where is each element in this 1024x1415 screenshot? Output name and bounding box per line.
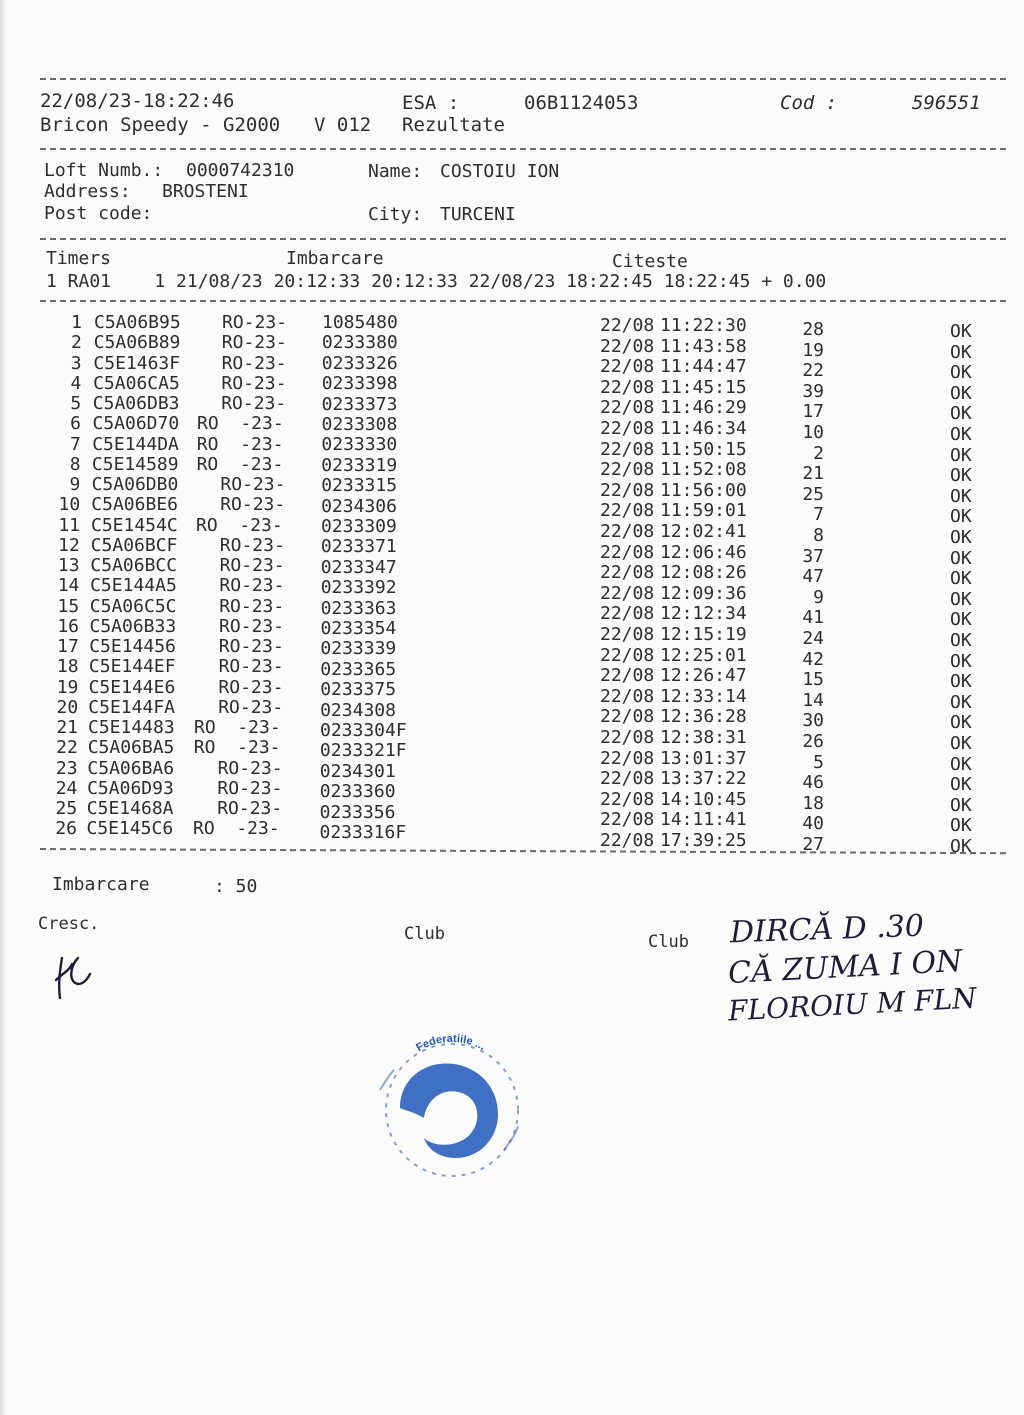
row-date: 22/08 [600, 624, 655, 645]
row-status: OK [950, 444, 972, 466]
row-status: OK [950, 712, 972, 734]
row-index: 9 [69, 474, 81, 495]
row-index: 12 [58, 534, 80, 556]
row-index: 14 [57, 575, 80, 597]
row-chip-id: C5E1463F [93, 352, 181, 374]
row-time: 11:50:15 [660, 438, 747, 460]
row-ring-number: 0233363 [320, 597, 397, 619]
row-ring-number: 1085480 [322, 312, 398, 333]
row-index: 20 [56, 696, 79, 718]
device-version: V 012 [314, 114, 372, 136]
row-status: OK [950, 321, 972, 342]
row-ring-number: 0233321F [319, 740, 407, 762]
paper-edge-shadow [0, 0, 6, 1415]
row-position: 17 [802, 401, 824, 423]
divider-timers [40, 300, 1006, 302]
row-chip-id: C5E14483 [88, 717, 175, 738]
row-position: 14 [802, 689, 824, 711]
row-position: 7 [813, 504, 824, 526]
row-position: 37 [802, 545, 824, 567]
row-index: 11 [58, 514, 80, 536]
name-value: COSTOIU ION [440, 161, 560, 182]
handwritten-line-2: CĂ ZUMA I ON [727, 943, 964, 992]
row-ring-prefix: RO-23- [218, 656, 284, 678]
stamp-text: Federatiile ... [414, 1032, 488, 1055]
row-time: 12:26:47 [660, 665, 747, 687]
row-chip-id: C5E1468A [86, 798, 174, 819]
row-status: OK [950, 362, 972, 384]
row-index: 2 [70, 332, 82, 354]
row-time: 11:46:29 [660, 397, 747, 419]
row-chip-id: C5A06BCF [90, 534, 178, 556]
row-date: 22/08 [600, 376, 655, 398]
esa-label: ESA : [402, 92, 460, 114]
row-chip-id: C5A06CA5 [93, 372, 180, 394]
row-ring-prefix: RO-23- [221, 352, 287, 374]
row-position: 2 [813, 442, 824, 464]
row-status: OK [950, 836, 972, 857]
cod-value: 596551 [912, 92, 981, 114]
imbarcare-total-label: Imbarcare [52, 874, 150, 895]
row-index: 23 [55, 757, 78, 779]
row-status: OK [950, 774, 972, 796]
row-index: 21 [56, 717, 78, 738]
report-title: Rezultate [402, 114, 505, 136]
row-position: 18 [802, 792, 824, 814]
row-ring-number: 0233375 [320, 679, 397, 701]
citeste-header: Citeste [612, 251, 688, 272]
row-position: 27 [802, 834, 824, 855]
row-index: 19 [56, 676, 79, 698]
row-time: 11:46:34 [660, 418, 747, 439]
row-date: 22/08 [600, 809, 655, 831]
row-chip-id: C5A06BCC [90, 555, 178, 576]
row-time: 12:25:01 [660, 644, 747, 666]
row-time: 12:09:36 [660, 582, 747, 604]
row-chip-id: C5E144EF [88, 656, 176, 678]
row-chip-id: C5A06B89 [93, 332, 181, 354]
loft-label: Loft Numb.: [44, 160, 164, 181]
row-position: 22 [802, 360, 824, 382]
imbarcare-total-value: : 50 [214, 876, 258, 897]
row-ring-prefix: RO-23- [221, 332, 287, 354]
row-ring-number: 0233354 [320, 618, 397, 639]
row-ring-number: 0233373 [321, 393, 398, 415]
row-time: 11:56:00 [660, 479, 747, 501]
row-status: OK [950, 630, 972, 651]
row-position: 5 [813, 751, 824, 773]
row-status: OK [950, 753, 972, 775]
row-chip-id: C5E145C6 [86, 818, 174, 840]
row-time: 12:36:28 [660, 706, 747, 728]
row-status: OK [950, 465, 972, 487]
row-date: 22/08 [600, 603, 655, 625]
row-position: 10 [802, 422, 824, 443]
row-ring-prefix: RO-23- [218, 696, 284, 718]
row-position: 19 [802, 339, 824, 361]
row-date: 22/08 [600, 768, 655, 790]
row-date: 22/08 [600, 582, 655, 604]
name-label: Name: [368, 161, 423, 182]
row-ring-number: 0233347 [320, 556, 397, 578]
row-time: 11:44:47 [660, 356, 747, 378]
row-date: 22/08 [600, 418, 655, 439]
row-status: OK [950, 403, 972, 425]
row-index: 16 [57, 615, 79, 637]
divider-top [40, 78, 1006, 80]
row-position: 39 [802, 380, 824, 402]
row-ring-number: 0234301 [319, 760, 396, 782]
row-status: OK [950, 382, 972, 404]
handwritten-line-1: DIRCĂ D .30 [729, 908, 925, 951]
row-chip-id: C5A06DB3 [92, 393, 180, 414]
row-time: 11:43:58 [660, 335, 747, 357]
row-ring-prefix: RO-23- [221, 372, 287, 394]
row-date: 22/08 [600, 397, 655, 419]
row-ring-prefix: RO -23- [193, 737, 281, 759]
row-ring-number: 0233309 [321, 516, 397, 537]
row-chip-id: C5A06D93 [87, 777, 174, 799]
row-ring-prefix: RO-23- [217, 777, 283, 799]
city-value: TURCENI [440, 204, 516, 225]
row-ring-number: 0234306 [321, 495, 397, 517]
row-time: 12:12:34 [660, 603, 747, 625]
row-chip-id: C5A06BA5 [87, 737, 175, 759]
row-date: 22/08 [600, 315, 655, 336]
row-ring-prefix: RO -23- [196, 514, 283, 536]
row-time: 17:39:25 [660, 830, 747, 851]
divider-header [40, 148, 1006, 150]
row-ring-prefix: RO -23- [196, 433, 284, 455]
row-position: 41 [802, 607, 824, 629]
row-ring-number: 0233319 [321, 454, 398, 476]
row-index: 22 [56, 737, 78, 759]
row-date: 22/08 [600, 727, 655, 748]
print-datetime: 22/08/23-18:22:46 [40, 90, 235, 112]
row-ring-prefix: RO-23- [220, 494, 286, 516]
row-date: 22/08 [600, 788, 655, 810]
row-position: 30 [802, 710, 824, 732]
row-chip-id: C5A06BE6 [91, 494, 178, 516]
row-index: 25 [55, 798, 78, 819]
row-ring-prefix: RO-23- [221, 393, 287, 414]
row-position: 42 [802, 648, 824, 670]
row-ring-number: 0233365 [320, 658, 397, 680]
row-chip-id: C5E144E6 [88, 676, 176, 698]
row-position: 40 [802, 813, 824, 835]
row-status: OK [950, 815, 972, 837]
row-ring-number: 0233360 [319, 781, 396, 803]
row-date: 22/08 [600, 335, 655, 357]
row-time: 14:10:45 [660, 788, 747, 810]
cod-label: Cod : [780, 92, 838, 114]
divider-owner [40, 238, 1006, 240]
row-ring-number: 0233380 [321, 332, 398, 354]
divider-entries [40, 848, 1006, 854]
cresc-signature [48, 944, 112, 1004]
row-chip-id: C5E14456 [89, 636, 176, 657]
row-ring-prefix: RO-23- [219, 595, 285, 617]
row-time: 12:38:31 [660, 727, 747, 748]
row-time: 12:08:26 [660, 562, 747, 584]
row-time: 11:45:15 [660, 376, 747, 398]
row-ring-number: 0233371 [320, 536, 397, 558]
city-label: City: [368, 204, 423, 225]
row-status: OK [950, 671, 972, 693]
row-status: OK [950, 691, 972, 713]
row-index: 26 [55, 818, 77, 840]
address-value: BROSTENI [162, 181, 249, 202]
address-label: Address: [44, 181, 131, 202]
device-name: Bricon Speedy - G2000 [40, 114, 281, 136]
row-status: OK [950, 485, 972, 507]
row-date: 22/08 [600, 706, 655, 728]
loft-value: 0000742310 [186, 160, 295, 181]
row-ring-prefix: RO -23- [194, 717, 281, 738]
row-ring-prefix: RO-23- [219, 615, 285, 637]
row-status: OK [950, 733, 972, 754]
row-index: 5 [70, 393, 82, 414]
row-chip-id: C5E1454C [91, 514, 178, 536]
row-chip-id: C5A06C5C [89, 595, 177, 617]
row-index: 18 [56, 656, 79, 678]
row-position: 26 [802, 731, 824, 752]
row-index: 8 [69, 453, 81, 475]
row-position: 15 [802, 669, 824, 691]
row-index: 4 [70, 372, 82, 394]
row-date: 22/08 [600, 479, 655, 501]
row-index: 15 [57, 595, 80, 617]
row-ring-prefix: RO-23- [222, 312, 288, 333]
row-date: 22/08 [600, 830, 655, 851]
row-index: 24 [55, 777, 78, 799]
row-ring-prefix: RO -23- [197, 413, 284, 435]
row-position: 9 [813, 586, 824, 608]
row-ring-number: 0233315 [321, 475, 398, 497]
row-chip-id: C5A06D70 [92, 413, 180, 435]
row-ring-number: 0233308 [321, 414, 398, 435]
row-ring-prefix: RO-23- [219, 575, 285, 597]
imbarcare-header: Imbarcare [286, 248, 384, 269]
row-ring-prefix: RO-23- [218, 636, 284, 657]
row-ring-prefix: RO -23- [196, 453, 284, 475]
row-status: OK [950, 527, 972, 548]
row-date: 22/08 [600, 747, 655, 769]
row-chip-id: C5E144FA [88, 696, 175, 718]
row-ring-number: 0233398 [321, 373, 398, 395]
row-time: 13:01:37 [660, 747, 747, 769]
club-label-2: Club [648, 932, 689, 952]
row-chip-id: C5A06B33 [89, 615, 177, 637]
row-time: 12:02:41 [660, 521, 747, 542]
row-status: OK [950, 609, 972, 631]
row-ring-prefix: RO-23- [220, 474, 286, 495]
handwritten-line-3: FLOROIU M FLN [727, 981, 978, 1028]
row-time: 12:33:14 [660, 685, 747, 707]
row-ring-number: 0233356 [319, 801, 396, 823]
row-index: 17 [57, 636, 79, 657]
row-position: 21 [802, 463, 824, 485]
row-status: OK [950, 341, 972, 363]
row-time: 11:22:30 [660, 315, 747, 336]
row-ring-prefix: RO -23- [193, 818, 280, 840]
row-index: 10 [58, 494, 81, 516]
row-ring-number: 0233326 [321, 352, 398, 374]
row-position: 47 [802, 566, 824, 588]
cresc-label: Cresc. [38, 914, 100, 934]
row-position: 8 [813, 525, 824, 546]
row-position: 25 [802, 483, 824, 505]
row-chip-id: C5E144A5 [90, 575, 177, 597]
federation-stamp [370, 1030, 530, 1180]
row-time: 12:06:46 [660, 541, 747, 563]
row-date: 22/08 [600, 356, 655, 378]
row-ring-number: 0234308 [320, 699, 396, 721]
row-date: 22/08 [600, 521, 655, 542]
row-time: 12:15:19 [660, 624, 747, 645]
row-index: 1 [71, 312, 82, 333]
row-date: 22/08 [600, 500, 655, 522]
row-status: OK [950, 547, 972, 569]
row-ring-prefix: RO-23- [217, 757, 283, 779]
row-time: 13:37:22 [660, 768, 747, 790]
row-chip-id: C5A06BA6 [87, 757, 175, 779]
row-date: 22/08 [600, 665, 655, 687]
row-ring-prefix: RO-23- [219, 555, 285, 576]
row-position: 28 [802, 319, 824, 340]
row-ring-prefix: RO-23- [219, 534, 285, 556]
club-label-1: Club [404, 924, 445, 944]
row-ring-number: 0233392 [320, 577, 397, 599]
row-date: 22/08 [600, 644, 655, 666]
row-index: 3 [70, 352, 82, 374]
row-chip-id: C5E144DA [92, 433, 179, 455]
row-status: OK [950, 794, 972, 816]
row-status: OK [950, 424, 972, 445]
row-date: 22/08 [600, 562, 655, 584]
postcode-label: Post code: [44, 203, 153, 224]
row-time: 14:11:41 [660, 809, 747, 831]
row-ring-prefix: RO-23- [217, 798, 283, 819]
row-chip-id: C5A06DB0 [91, 474, 179, 495]
row-time: 11:59:01 [660, 500, 747, 522]
row-date: 22/08 [600, 541, 655, 563]
row-date: 22/08 [600, 438, 655, 460]
row-status: OK [950, 588, 972, 610]
row-status: OK [950, 568, 972, 590]
row-ring-prefix: RO-23- [218, 676, 284, 698]
row-index: 13 [57, 555, 80, 576]
row-chip-id: C5A06B95 [94, 312, 181, 333]
esa-value: 06B1124053 [524, 92, 639, 114]
row-position: 24 [802, 628, 824, 649]
row-time: 11:52:08 [660, 459, 747, 481]
row-ring-number: 0233339 [320, 638, 397, 660]
timers-label: Timers [46, 248, 112, 269]
row-date: 22/08 [600, 459, 655, 481]
row-chip-id: C5E14589 [91, 453, 179, 475]
row-ring-number: 0233330 [321, 434, 398, 456]
timer-line: 1 RA01 1 21/08/23 20:12:33 20:12:33 22/08/23 18:22:45 18:22:45 + 0.00 [46, 271, 827, 292]
row-ring-number: 0233304F [320, 720, 407, 741]
row-position: 46 [802, 772, 824, 794]
row-date: 22/08 [600, 685, 655, 707]
row-index: 6 [70, 413, 81, 435]
row-status: OK [950, 650, 972, 672]
row-status: OK [950, 506, 972, 528]
row-ring-number: 0233316F [319, 822, 407, 843]
row-index: 7 [69, 433, 81, 455]
